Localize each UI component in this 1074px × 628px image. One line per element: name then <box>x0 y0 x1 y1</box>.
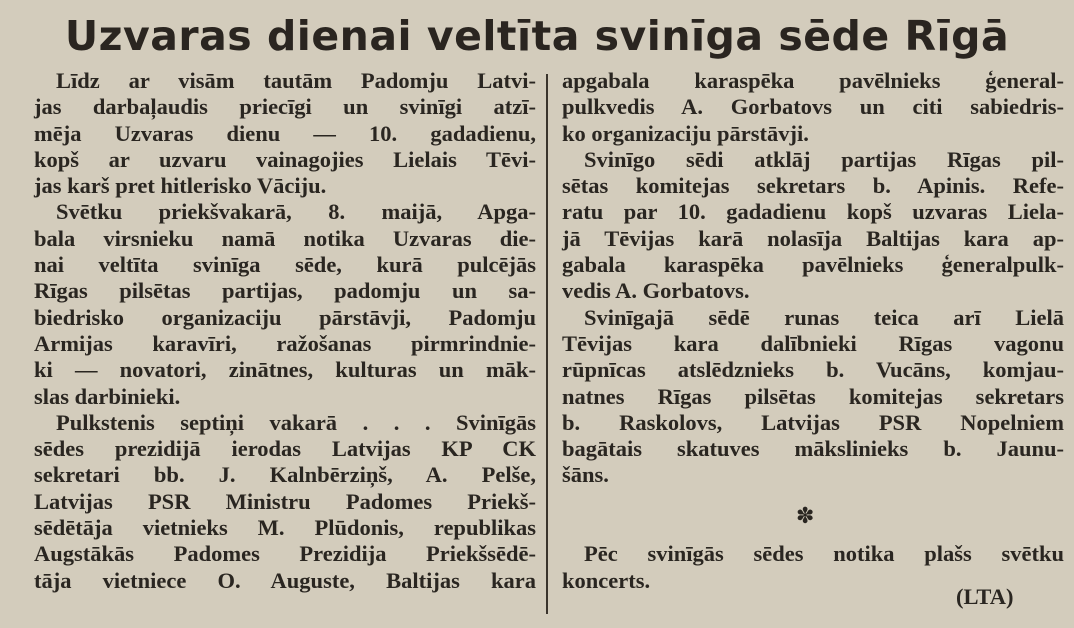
text-line: Svinīgajā sēdē runas teica arī Lielā <box>584 304 1064 330</box>
text-line: b. Raskolovs, Latvijas PSR Nopelniem <box>562 409 1064 435</box>
section-separator-icon: ✽ <box>796 504 815 529</box>
text-line: sētas komitejas sekretars b. Apinis. Refe- <box>562 173 1064 199</box>
text-line: natnes Rīgas pilsētas komitejas sekretars <box>562 383 1064 409</box>
text-line: bagātais skatuves mākslinieks b. Jaunu- <box>562 436 1064 462</box>
text-line: jas darbaļaudis priecīgi un svinīgi atzī- <box>34 94 536 120</box>
text-line: Armijas karavīri, ražošanas pirmrindnie- <box>34 330 536 356</box>
text-line: Līdz ar visām tautām Padomju Latvi- <box>56 68 536 93</box>
text-line: Tēvijas kara dalībnieki Rīgas vagonu <box>562 330 1064 356</box>
text-line: koncerts. <box>562 567 651 593</box>
text-line: slas darbinieki. <box>34 383 181 409</box>
text-line: sēdes prezidijā ierodas Latvijas KP CK <box>34 436 536 462</box>
text-line: gabala karaspēka pavēlnieks ģeneralpulk- <box>562 252 1064 278</box>
text-line: Svētku priekšvakarā, 8. maijā, Apga- <box>56 199 536 225</box>
text-line: sekretari bb. J. Kalnbērziņš, A. Pelše, <box>34 462 536 488</box>
text-line: ratu par 10. gadadienu kopš uzvaras Liela- <box>562 199 1064 225</box>
text-line: bala virsnieku namā notika Uzvaras die- <box>34 225 536 251</box>
text-line: Augstākās Padomes Prezidija Priekšsēdē- <box>34 541 536 567</box>
text-line: jas karš pret hitlerisko Vāciju. <box>34 173 327 199</box>
text-line: nai veltīta svinīga sēde, kurā pulcējās <box>34 252 536 278</box>
text-line: biedrisko organizaciju pārstāvji, Padomju <box>34 304 536 330</box>
text-line: vedis A. Gorbatovs. <box>562 278 750 304</box>
text-line: Rīgas pilsētas partijas, padomju un sa- <box>34 278 536 304</box>
text-line: mēja Uzvaras dienu — 10. gadadienu, <box>34 120 536 146</box>
text-line: ki — novatori, zinātnes, kulturas un māk- <box>34 357 536 383</box>
text-line: apgabala karaspēka pavēlnieks ģeneral- <box>562 68 1064 93</box>
text-line: šāns. <box>562 462 609 488</box>
text-line: Latvijas PSR Ministru Padomes Priekš- <box>34 488 536 514</box>
text-line: tāja vietniece O. Auguste, Baltijas kara <box>34 567 536 593</box>
headline: Uzvaras dienai veltīta svinīga sēde Rīgā <box>64 12 1010 60</box>
text-line: Pulkstenis septiņi vakarā . . . Svinīgās <box>56 409 536 435</box>
text-line: jā Tēvijas karā nolasīja Baltijas kara ap- <box>562 225 1064 251</box>
text-line: kopš ar uzvaru vainagojies Lielais Tēvi- <box>34 146 536 172</box>
text-line: pulkvedis A. Gorbatovs un citi sabiedris- <box>562 94 1064 120</box>
text-line: Svinīgo sēdi atklāj partijas Rīgas pil- <box>584 146 1064 172</box>
column-divider <box>546 74 548 614</box>
text-line: rūpnīcas atslēdznieks b. Vucāns, komjau- <box>562 357 1064 383</box>
source-credit: (LTA) <box>956 584 1014 609</box>
text-line: ko organizaciju pārstāvji. <box>562 120 809 146</box>
text-line: sēdētāja vietnieks M. Plūdonis, republikas <box>34 515 536 541</box>
article-column-left <box>34 68 536 594</box>
text-line: Pēc svinīgās sēdes notika plašs svētku <box>584 541 1064 567</box>
